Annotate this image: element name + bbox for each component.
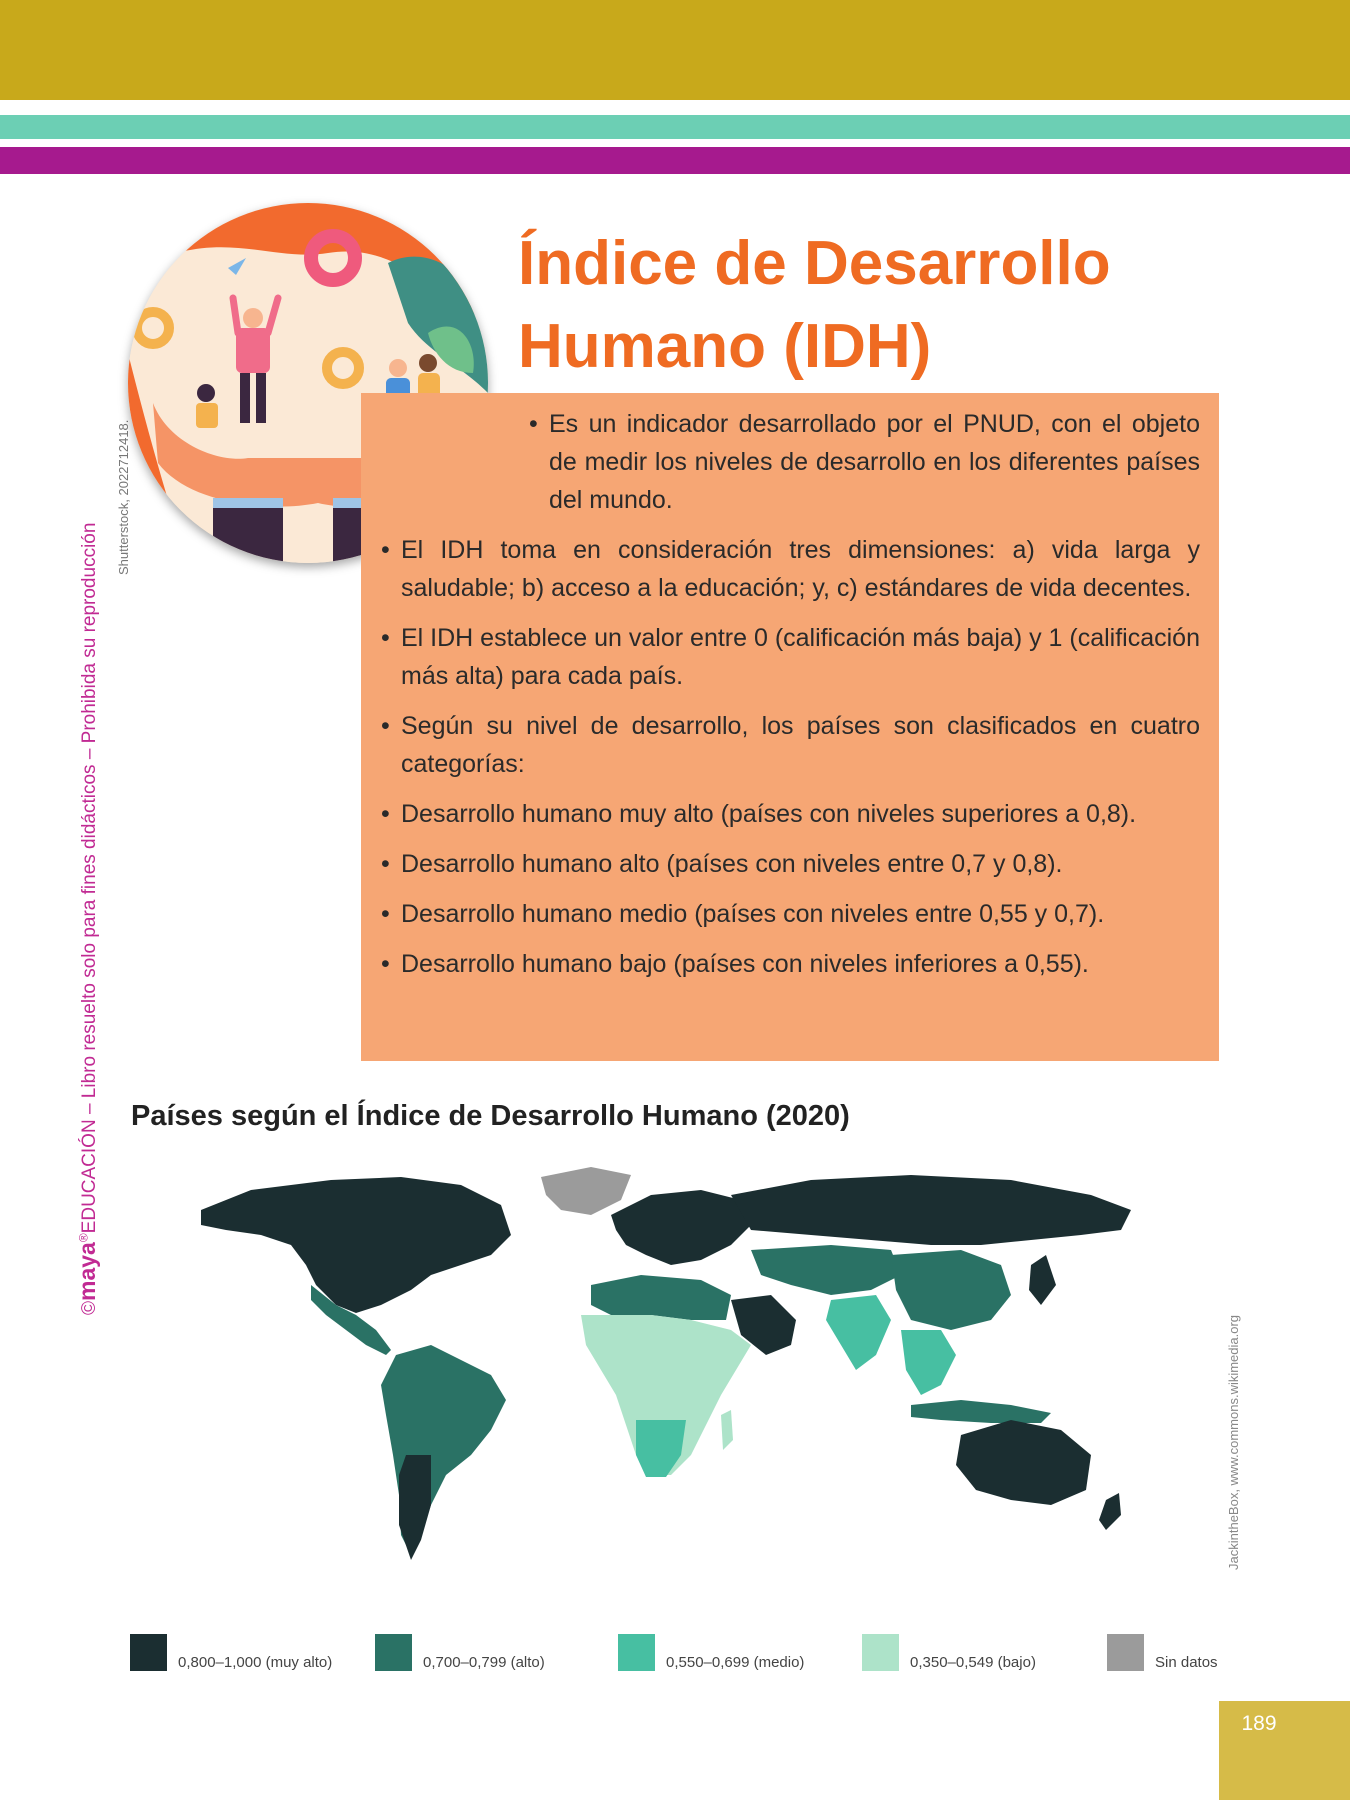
map-title: Países según el Índice de Desarrollo Humano (2020): [131, 1100, 850, 1132]
map-north-america: [201, 1177, 511, 1313]
map-japan: [1029, 1255, 1056, 1305]
bullet-text: El IDH toma en consideración tres dimensiones: a) vida larga y saludable; b) acceso a la educación; y, c) estándares de vida decentes.: [401, 536, 1200, 602]
legend-swatch: [862, 1634, 899, 1671]
legend-swatch: [375, 1634, 412, 1671]
registered-mark: ®: [76, 1233, 91, 1243]
world-map: [131, 1155, 1231, 1615]
map-southern-cone: [399, 1455, 431, 1560]
copyright-text: EDUCACIÓN – Libro resuelto solo para fines didácticos – Prohibida su reproducción: [79, 522, 100, 1234]
map-legend: [130, 1634, 1230, 1674]
map-europe: [611, 1190, 751, 1265]
map-china: [891, 1250, 1011, 1330]
legend-label: Sin datos: [1155, 1654, 1218, 1671]
map-russia: [731, 1175, 1131, 1245]
world-map-graphic: [131, 1155, 1231, 1615]
image-credit: Shutterstock, 2022712418.: [116, 419, 131, 575]
map-central-asia: [751, 1245, 901, 1295]
bullet-item: [375, 531, 1200, 607]
bullet-item: • Desarrollo humano bajo (países con niveles inferiores a 0,55).: [375, 945, 1200, 983]
brand-logo-text: maya: [74, 1242, 100, 1301]
map-indonesia: [911, 1400, 1051, 1423]
bullet-list: [375, 405, 1200, 995]
map-southeast-asia: [901, 1330, 956, 1395]
copyright-symbol: ©: [79, 1301, 100, 1315]
legend-label: 0,550–0,699 (medio): [666, 1654, 805, 1671]
header-band-magenta: [0, 147, 1350, 174]
header-band-teal: [0, 115, 1350, 139]
bullet-item: • Desarrollo humano muy alto (países con niveles superiores a 0,8).: [375, 795, 1200, 833]
legend-swatch: [618, 1634, 655, 1671]
bullet-item: • Es un indicador desarrollado por el PNUD, con el objeto de medir los niveles de desarrollo en los diferentes países del mundo.: [523, 405, 1200, 519]
page-number: 189: [1241, 1712, 1277, 1735]
legend-swatch: [130, 1634, 167, 1671]
map-credit: JackintheBox, www.commons.wikimedia.org: [1226, 1314, 1241, 1570]
bullet-item: • Desarrollo humano medio (países con niveles entre 0,55 y 0,7).: [375, 895, 1200, 933]
legend-label: 0,350–0,549 (bajo): [910, 1654, 1036, 1671]
legend-label: 0,800–1,000 (muy alto): [178, 1654, 333, 1671]
page-title: Índice de Desarrollo Humano (IDH): [518, 229, 1111, 381]
map-india: [826, 1295, 891, 1370]
bullet-item: • Desarrollo humano alto (países con niveles entre 0,7 y 0,8).: [375, 845, 1200, 883]
legend-label: 0,700–0,799 (alto): [423, 1654, 545, 1671]
map-greenland: [541, 1167, 631, 1215]
map-madagascar: [721, 1410, 733, 1450]
side-copyright: [74, 523, 101, 1315]
header-band-gold: [0, 0, 1350, 100]
legend-swatch: [1107, 1634, 1144, 1671]
bullet-item: • Según su nivel de desarrollo, los países son clasificados en cuatro categorías:: [375, 707, 1200, 783]
map-new-zealand: [1099, 1493, 1121, 1530]
map-australia: [956, 1420, 1091, 1505]
bullet-item: • El IDH establece un valor entre 0 (calificación más baja) y 1 (calificación más alta) para cada país.: [375, 619, 1200, 695]
map-north-africa: [591, 1275, 731, 1320]
map-southern-africa: [636, 1420, 686, 1477]
